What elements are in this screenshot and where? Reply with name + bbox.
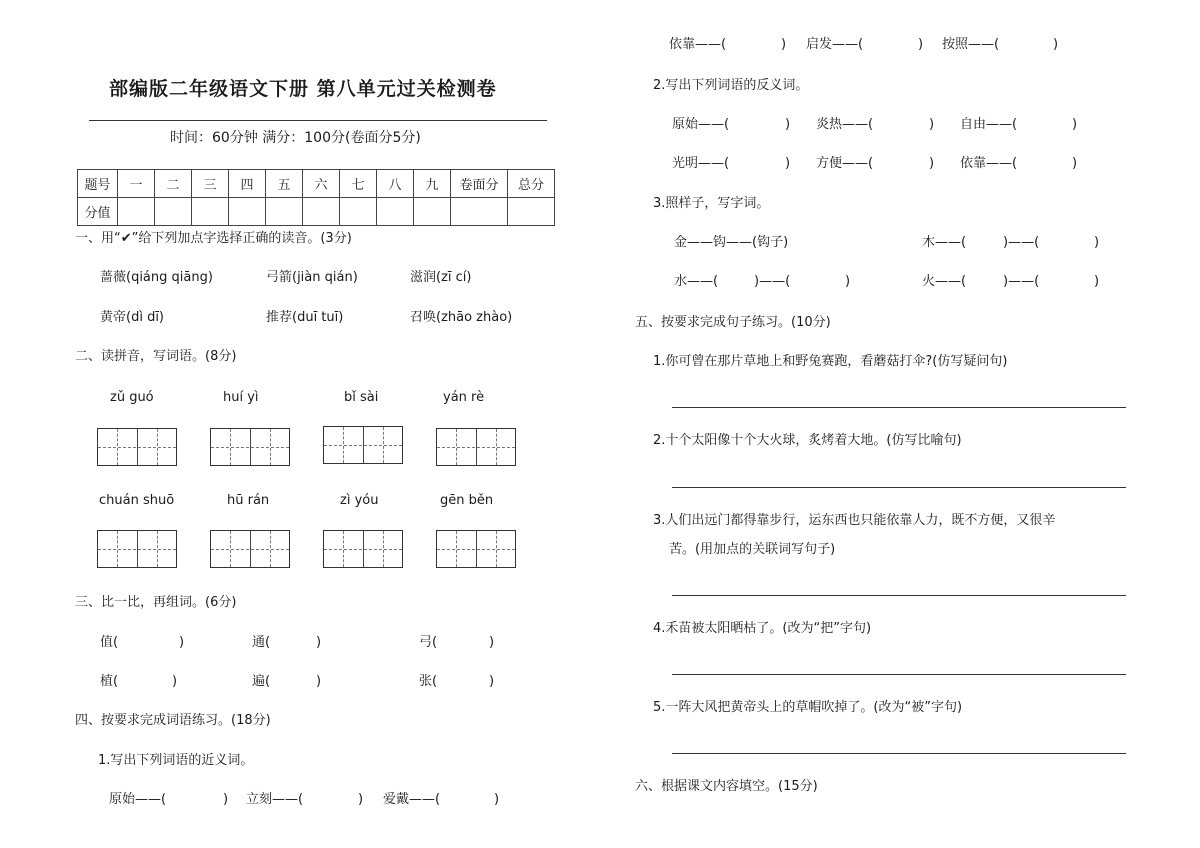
pronunciation-item[interactable]: 蔷薇(qiáng qiāng) (100, 270, 213, 285)
sentence-question-5: 5.一阵大风把黄帝头上的草帽吹掉了。(改为“被”字句) (653, 700, 963, 715)
example-item: 金——钩——(钩子) (674, 235, 789, 250)
score-header-cell: 一 (118, 170, 155, 198)
question-4-1: 1.写出下列词语的近义词。 (98, 753, 254, 768)
section-1-heading: 一、用“✔”给下列加点字选择正确的读音。(3分) (75, 231, 352, 246)
title-divider (89, 120, 547, 121)
pronunciation-item[interactable]: 黄帝(dì dī) (100, 310, 165, 325)
pronunciation-item[interactable]: 弓箭(jiàn qián) (266, 270, 358, 285)
score-header-cell: 总分 (508, 170, 555, 198)
writing-grid[interactable] (97, 428, 177, 466)
pinyin-label: zǔ guó (110, 390, 154, 405)
score-table-header-row (78, 170, 555, 198)
pronunciation-item[interactable]: 召唤(zhāo zhào) (410, 310, 513, 325)
compare-word[interactable]: 值( (100, 635, 119, 650)
pinyin-label: zì yóu (340, 493, 379, 508)
score-row-label: 分值 (78, 198, 118, 226)
section-5-heading: 五、按要求完成句子练习。(10分) (635, 315, 831, 330)
compare-word: ) (489, 674, 495, 689)
sentence-question-1: 1.你可曾在那片草地上和野兔赛跑，看蘑菇打伞?(仿写疑问句) (653, 354, 1008, 369)
synonym-item[interactable]: 依靠——( (669, 37, 727, 52)
score-cell[interactable] (508, 198, 555, 226)
answer-line[interactable] (672, 487, 1126, 488)
synonym-item: ) (358, 792, 364, 807)
section-6-heading: 六、根据课文内容填空。(15分) (635, 779, 818, 794)
score-cell[interactable] (377, 198, 414, 226)
writing-grid[interactable] (97, 530, 177, 568)
pinyin-label: gēn běn (440, 493, 494, 508)
compare-word: ) (179, 635, 185, 650)
exam-info: 时间：60分钟 满分：100分(卷面分5分) (170, 130, 421, 146)
word-chain-item[interactable]: )——( (754, 274, 791, 289)
antonym-item[interactable]: 光明——( (672, 156, 730, 171)
score-cell[interactable] (155, 198, 192, 226)
score-header-cell: 题号 (78, 170, 118, 198)
antonym-item: ) (1072, 117, 1078, 132)
writing-grid[interactable] (436, 530, 516, 568)
score-cell[interactable] (192, 198, 229, 226)
synonym-item[interactable]: 启发——( (806, 37, 864, 52)
score-cell[interactable] (340, 198, 377, 226)
sentence-question-3-cont: 苦。(用加点的关联词写句子) (669, 542, 836, 557)
answer-line[interactable] (672, 595, 1126, 596)
antonym-item[interactable]: 方便——( (816, 156, 874, 171)
answer-line[interactable] (672, 407, 1126, 408)
synonym-item: ) (223, 792, 229, 807)
compare-word[interactable]: 张( (419, 674, 438, 689)
compare-word: ) (489, 635, 495, 650)
word-chain-item: ) (1094, 235, 1100, 250)
pinyin-label: chuán shuō (99, 493, 175, 508)
word-chain-item: ) (845, 274, 851, 289)
writing-grid[interactable] (210, 428, 290, 466)
sentence-question-4: 4.禾苗被太阳晒枯了。(改为“把”字句) (653, 621, 872, 636)
antonym-item: ) (929, 117, 935, 132)
word-chain-item[interactable]: )——( (1003, 274, 1040, 289)
score-cell[interactable] (266, 198, 303, 226)
score-table-value-row (78, 198, 555, 226)
compare-word[interactable]: 植( (100, 674, 119, 689)
synonym-item[interactable]: 按照——( (942, 37, 1000, 52)
word-chain-item[interactable]: 水——( (674, 274, 719, 289)
word-chain-item: ) (1094, 274, 1100, 289)
antonym-item: ) (785, 117, 791, 132)
antonym-item: ) (1072, 156, 1078, 171)
answer-line[interactable] (672, 753, 1126, 754)
synonym-item: ) (918, 37, 924, 52)
score-header-cell: 八 (377, 170, 414, 198)
section-3-heading: 三、比一比，再组词。(6分) (75, 595, 237, 610)
writing-grid[interactable] (323, 530, 403, 568)
sentence-question-3: 3.人们出远门都得靠步行，运东西也只能依靠人力，既不方便，又很辛 (653, 513, 1056, 528)
pinyin-label: huí yì (223, 390, 259, 405)
word-chain-item[interactable]: 木——( (922, 235, 967, 250)
score-cell[interactable] (118, 198, 155, 226)
score-header-cell: 三 (192, 170, 229, 198)
compare-word: ) (172, 674, 178, 689)
compare-word: ) (316, 635, 322, 650)
compare-word[interactable]: 遍( (252, 674, 271, 689)
page-title: 部编版二年级语文下册 第八单元过关检测卷 (109, 78, 497, 100)
answer-line[interactable] (672, 674, 1126, 675)
antonym-item[interactable]: 自由——( (960, 117, 1018, 132)
compare-word: ) (316, 674, 322, 689)
score-header-cell: 七 (340, 170, 377, 198)
writing-grid[interactable] (436, 428, 516, 466)
synonym-item[interactable]: 立刻——( (246, 792, 304, 807)
section-2-heading: 二、读拼音，写词语。(8分) (75, 349, 237, 364)
synonym-item[interactable]: 爱戴——( (383, 792, 441, 807)
antonym-item[interactable]: 炎热——( (816, 117, 874, 132)
synonym-item: ) (1053, 37, 1059, 52)
sentence-question-2: 2.十个太阳像十个大火球，炙烤着大地。(仿写比喻句) (653, 433, 962, 448)
antonym-item: ) (929, 156, 935, 171)
writing-grid[interactable] (210, 530, 290, 568)
score-cell[interactable] (229, 198, 266, 226)
word-chain-item[interactable]: )——( (1003, 235, 1040, 250)
pronunciation-item[interactable]: 滋润(zī cí) (410, 270, 472, 285)
question-4-2: 2.写出下列词语的反义词。 (653, 78, 809, 93)
section-4-heading: 四、按要求完成词语练习。(18分) (75, 713, 271, 728)
compare-word[interactable]: 通( (252, 635, 271, 650)
question-4-3: 3.照样子，写字词。 (653, 196, 770, 211)
score-table (77, 169, 555, 226)
score-cell[interactable] (414, 198, 451, 226)
writing-grid[interactable] (323, 426, 403, 464)
score-header-cell: 六 (303, 170, 340, 198)
score-header-cell: 二 (155, 170, 192, 198)
word-chain-item[interactable]: 火——( (922, 274, 967, 289)
synonym-item: ) (781, 37, 787, 52)
antonym-item[interactable]: 依靠——( (960, 156, 1018, 171)
compare-word[interactable]: 弓( (419, 635, 438, 650)
score-cell[interactable] (303, 198, 340, 226)
score-header-cell: 九 (414, 170, 451, 198)
pinyin-label: hū rán (227, 493, 270, 508)
score-cell[interactable] (451, 198, 508, 226)
synonym-item[interactable]: 原始——( (109, 792, 167, 807)
score-header-cell: 五 (266, 170, 303, 198)
synonym-item: ) (494, 792, 500, 807)
pronunciation-item[interactable]: 推荐(duī tuī) (266, 310, 344, 325)
score-header-cell: 四 (229, 170, 266, 198)
antonym-item[interactable]: 原始——( (672, 117, 730, 132)
antonym-item: ) (785, 156, 791, 171)
pinyin-label: bǐ sài (344, 390, 379, 405)
score-header-cell: 卷面分 (451, 170, 508, 198)
pinyin-label: yán rè (443, 390, 485, 405)
